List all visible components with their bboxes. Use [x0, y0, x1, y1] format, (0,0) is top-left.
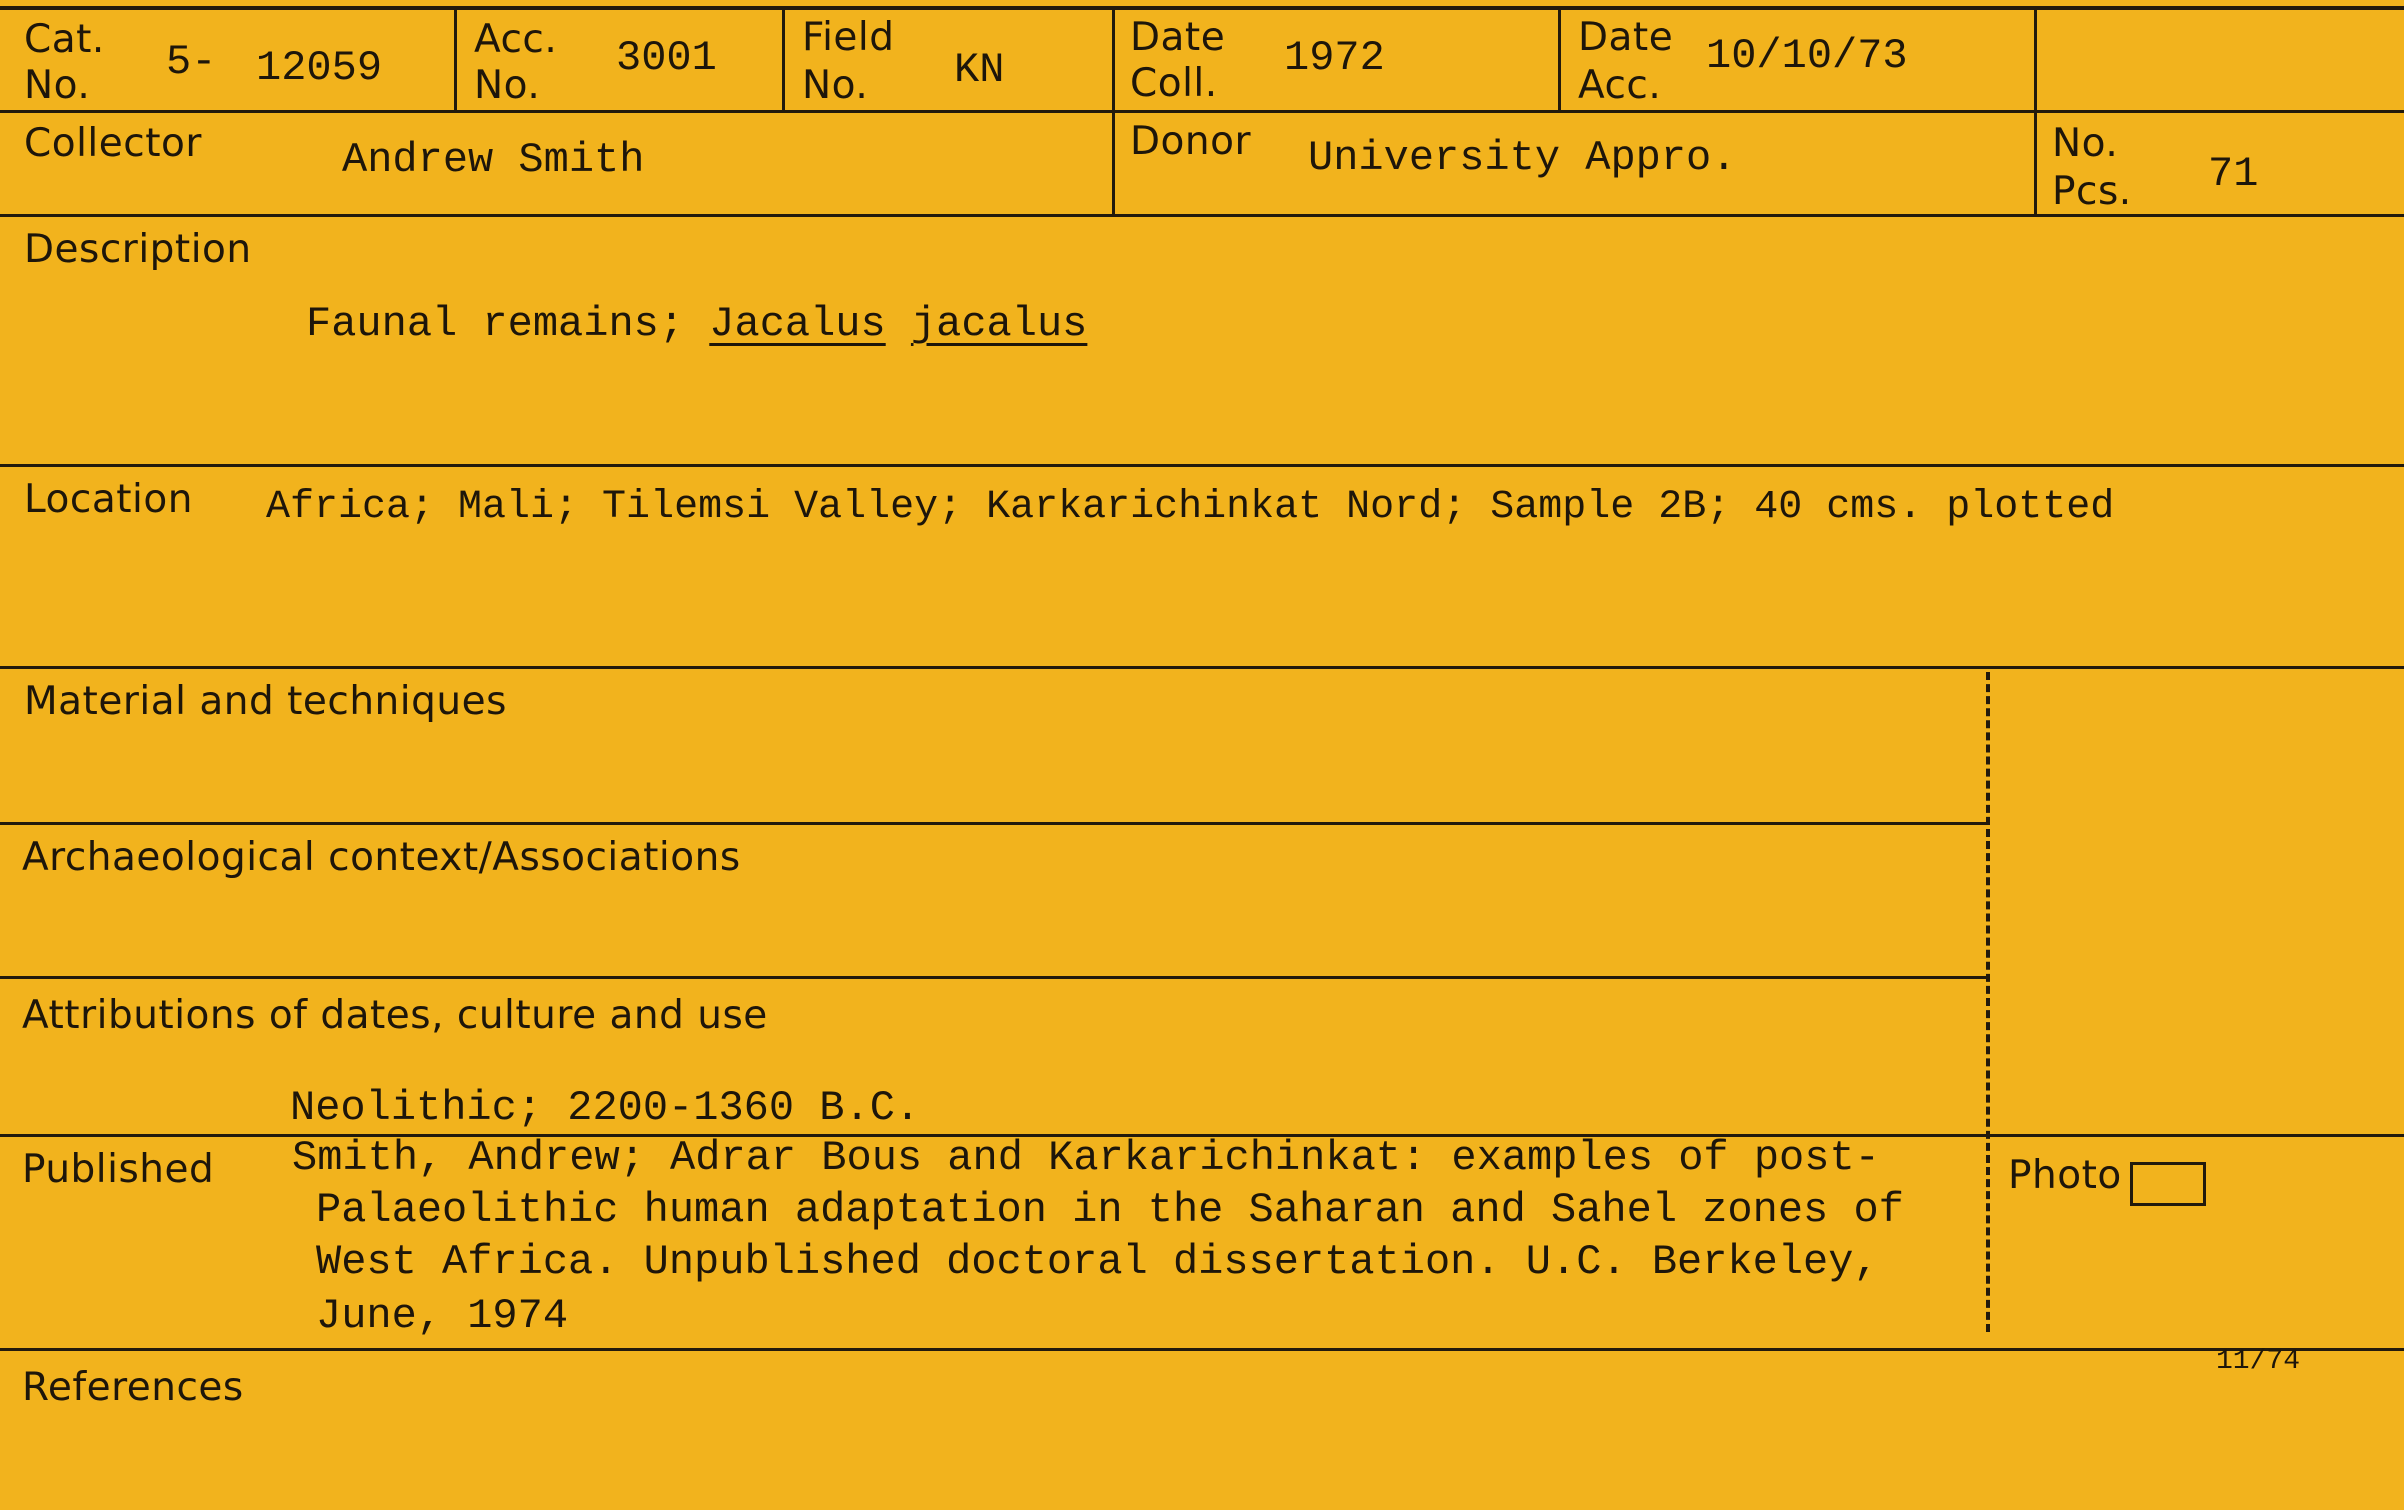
date-coll-label-2: Coll.	[1130, 61, 1218, 106]
published-bottom-line	[0, 1348, 2404, 1351]
acc-number: 3001	[616, 34, 717, 82]
published-line-2: Palaeolithic human adaptation in the Saharan and Sahel zones of	[316, 1186, 1904, 1234]
description-bottom-line	[0, 464, 2404, 467]
top-border	[0, 6, 2404, 10]
row2-bottom-line	[0, 214, 2404, 217]
cat-prefix: 5-	[166, 38, 217, 86]
date-acc-label-2: Acc.	[1578, 63, 1662, 108]
acc-label-1: Acc.	[474, 17, 558, 62]
published-line-3: West Africa. Unpublished doctoral dissertation. U.C. Berkeley,	[316, 1238, 1879, 1286]
divider-field-datecoll	[1112, 8, 1115, 112]
published-label: Published	[22, 1147, 215, 1192]
references-label: References	[22, 1365, 244, 1410]
field-number: KN	[954, 46, 1005, 94]
material-bottom-line	[0, 822, 1990, 825]
card-date: 11/74	[2216, 1346, 2301, 1377]
photo-checkbox[interactable]	[2130, 1162, 2206, 1206]
photo-column-divider	[1986, 672, 1990, 1332]
divider-datecoll-dateacc	[1558, 8, 1561, 112]
attributions-label: Attributions of dates, culture and use	[22, 993, 768, 1038]
pcs-label-2: Pcs.	[2052, 169, 2132, 214]
attributions-value: Neolithic; 2200-1360 B.C.	[290, 1084, 921, 1132]
location-label: Location	[24, 477, 193, 522]
date-coll: 1972	[1284, 34, 1385, 82]
published-line-4: June, 1974	[316, 1292, 569, 1340]
donor-label: Donor	[1130, 119, 1252, 164]
divider-donor-pcs	[2034, 110, 2037, 216]
collector-value: Andrew Smith	[342, 136, 645, 184]
acc-label-2: No.	[474, 63, 541, 108]
pcs-label-1: No.	[2052, 121, 2119, 166]
material-label: Material and techniques	[24, 679, 507, 724]
location-bottom-line	[0, 666, 2404, 669]
cat-label-2: No.	[24, 63, 91, 108]
published-line-1: Smith, Andrew; Adrar Bous and Karkarichinkat: examples of post-	[292, 1134, 1880, 1182]
description-species: jacalus	[910, 300, 1088, 348]
collector-label: Collector	[24, 121, 202, 166]
date-acc-label-1: Date	[1578, 15, 1674, 60]
divider-collector-donor	[1112, 110, 1115, 216]
description-genus: Jacalus	[709, 300, 886, 348]
date-acc: 10/10/73	[1706, 32, 1908, 80]
cat-number: 12059	[256, 44, 383, 92]
donor-value: University Appro.	[1308, 134, 1737, 182]
description-text: Faunal remains;	[306, 300, 685, 348]
date-coll-label-1: Date	[1130, 15, 1226, 60]
field-label-1: Field	[802, 15, 895, 60]
divider-acc-field	[782, 8, 785, 112]
cat-label-1: Cat.	[24, 17, 105, 62]
description-value	[306, 298, 1087, 350]
pcs-value: 71	[2208, 150, 2259, 198]
description-label: Description	[24, 227, 252, 272]
divider-dateacc-blank	[2034, 8, 2037, 112]
field-label-2: No.	[802, 63, 869, 108]
photo-label: Photo	[2008, 1153, 2122, 1198]
context-label: Archaeological context/Associations	[22, 835, 741, 880]
context-bottom-line	[0, 976, 1990, 979]
divider-cat-acc	[454, 8, 457, 112]
row1-bottom-line	[0, 110, 2404, 113]
location-value: Africa; Mali; Tilemsi Valley; Karkarichinkat Nord; Sample 2B; 40 cms. plotted	[266, 485, 2115, 530]
